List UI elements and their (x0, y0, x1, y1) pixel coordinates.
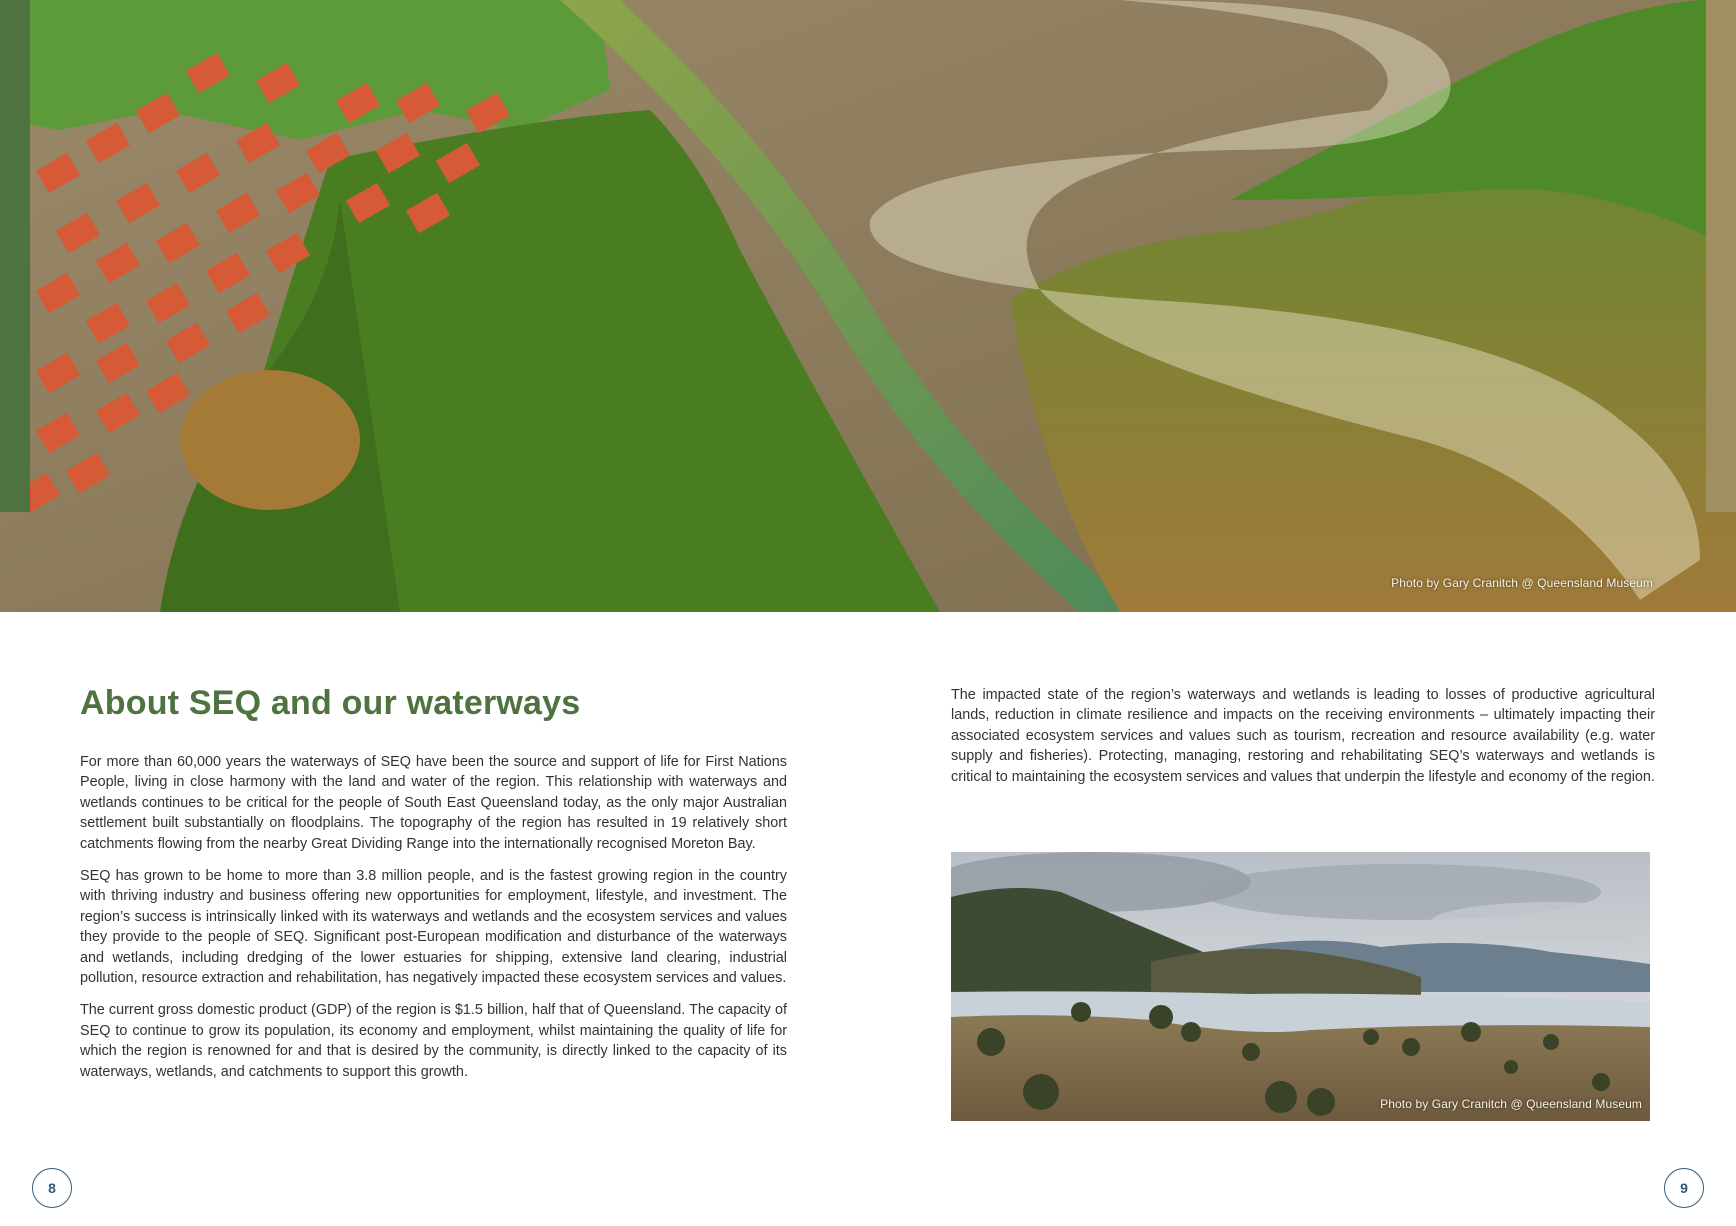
hero-aerial-photo (0, 0, 1736, 612)
left-paragraph-2: SEQ has grown to be home to more than 3.8 million people, and is the fastest growing region in the country with thriving industry and business offering new opportunities for employment, lifestyle, and investment. The region’s success is intrinsically linked with its waterways and wetlands and the ecosystem services and values they provide to the people of SEQ. Significant post-European modification and disturbance of the waterways and wetlands, including dredging of the lower estuaries for shipping, extensive land clearing, industrial pollution, resource extraction and rehabilitation, has negatively impacted these ecosystem services and values. (80, 868, 787, 987)
left-paragraph-1: For more than 60,000 years the waterways of SEQ have been the source and support of life for First Nations People, living in close harmony with the land and water of the region. This relationship with waterways and wetlands continues to be critical for the people of South East Queensland today, as the only major Australian settlement built substantially on floodplains. The topography of the region has resulted in 19 relatively short catchments flowing from the nearby Great Dividing Range into the internationally recognised Moreton Bay. (80, 754, 787, 852)
left-text-column (80, 752, 787, 1094)
page-number-right: 9 (1664, 1168, 1704, 1208)
page-number-left: 8 (32, 1168, 72, 1208)
left-edge-accent-bar (0, 0, 30, 512)
hero-photo-credit: Photo by Gary Cranitch @ Queensland Museum (1391, 576, 1653, 590)
page-title: About SEQ and our waterways (80, 684, 581, 722)
right-edge-accent-bar (1706, 0, 1736, 512)
aerial-illustration (0, 0, 1736, 612)
right-text-column (951, 685, 1655, 799)
right-paragraph-1: The impacted state of the region’s waterways and wetlands is leading to losses of productive agricultural lands, reduction in climate resilience and impacts on the receiving environments – ultimately impacting their associated ecosystem services and values such as tourism, recreation and resource availability (e.g. water supply and fisheries). Protecting, managing, restoring and rehabilitating SEQ’s waterways and wetlands is critical to maintaining the ecosystem services and values that underpin the lifestyle and economy of the region. (951, 687, 1655, 785)
lake-landscape-photo (951, 852, 1650, 1121)
lake-photo-credit: Photo by Gary Cranitch @ Queensland Museum (1380, 1097, 1642, 1111)
left-paragraph-3: The current gross domestic product (GDP) of the region is $1.5 billion, half that of Queensland. The capacity of SEQ to continue to grow its population, its economy and employment, whilst maintaining the quality of life for which the region is renowned for and that is desired by the community, is directly linked to the capacity of its waterways, wetlands, and catchments to support this growth. (80, 1002, 787, 1080)
lake-illustration (951, 852, 1650, 1121)
